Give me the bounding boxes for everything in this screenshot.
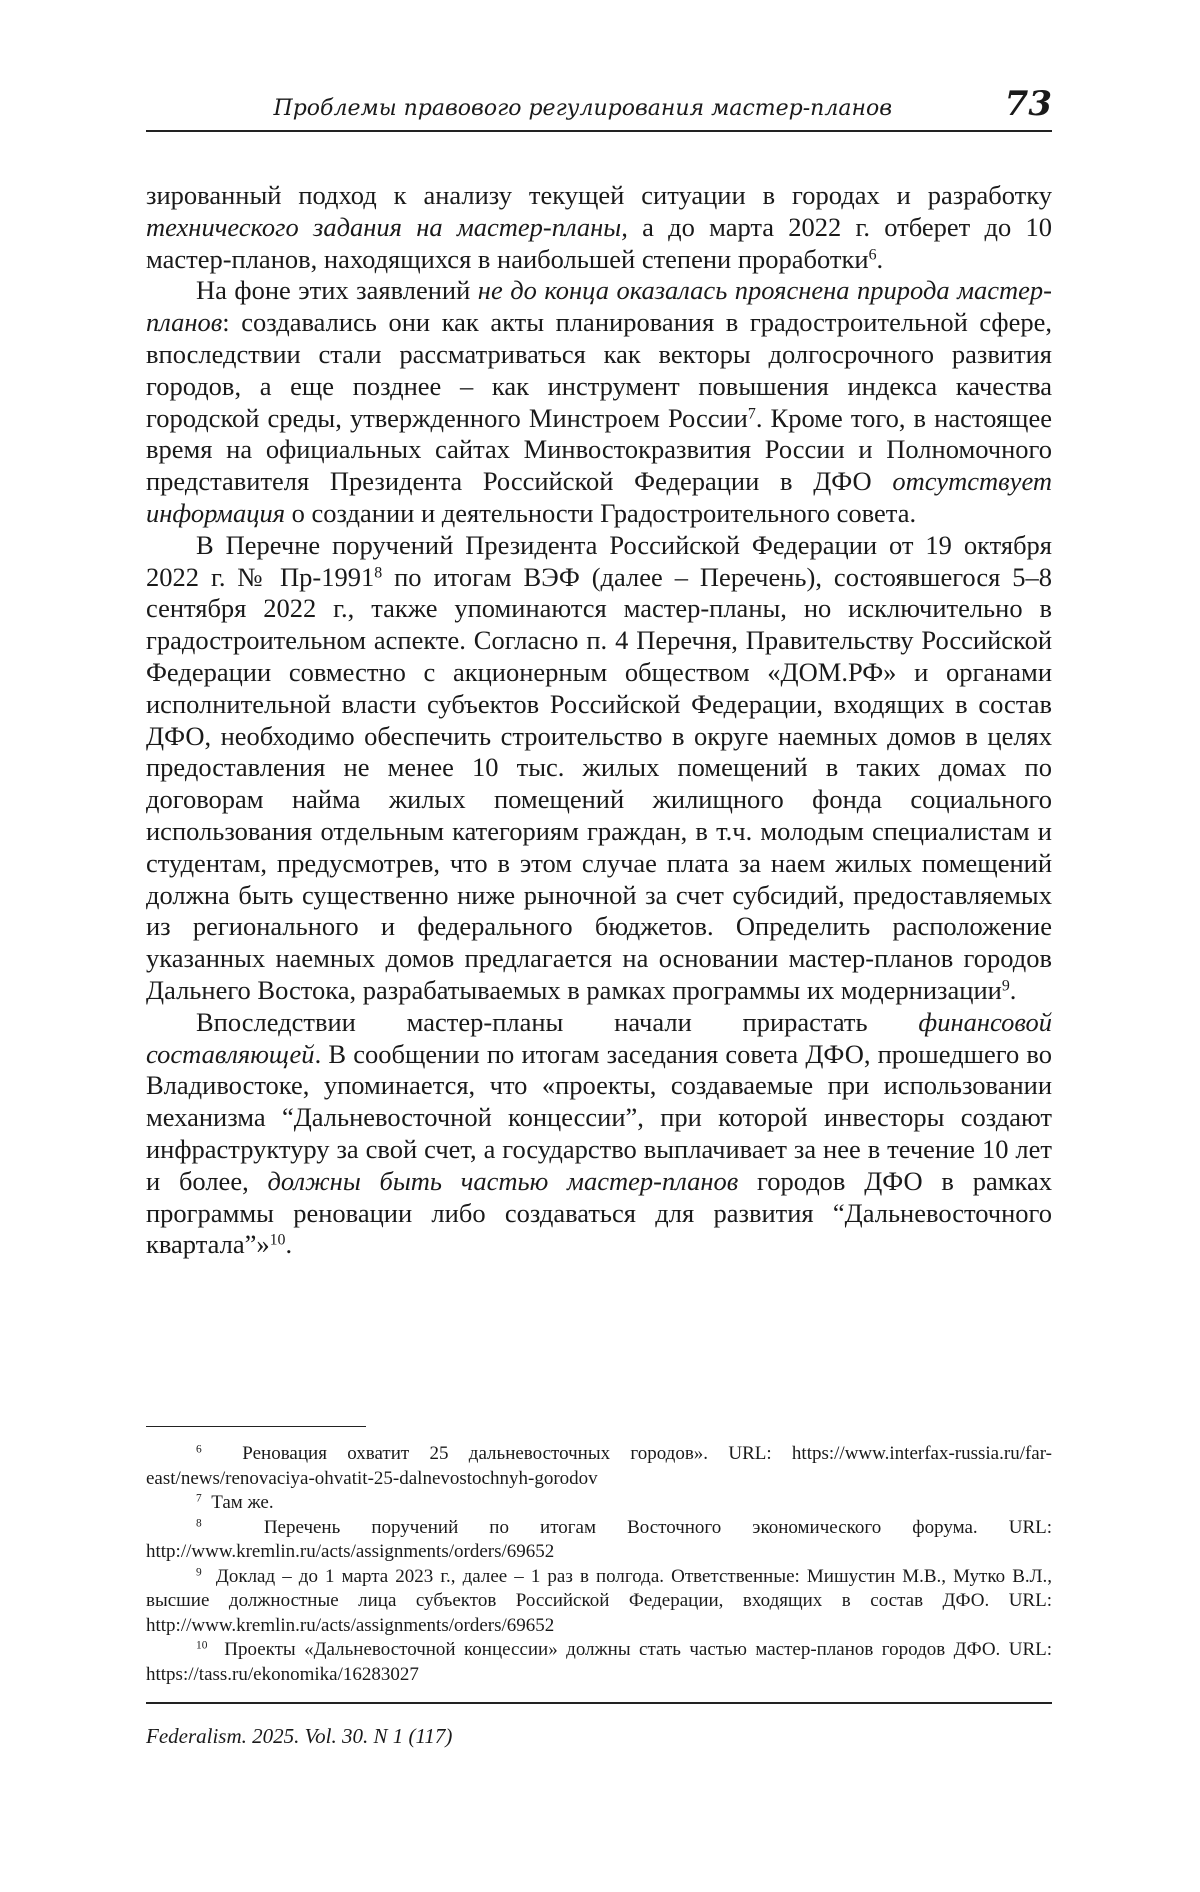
footnote-number: 6	[196, 1443, 202, 1456]
paragraph-2	[146, 275, 1052, 529]
text-run: городов ДФО в рамках программы реновации либо создаваться для развития “Дальневосточного квартала”»	[146, 1165, 1052, 1260]
italic-run: финансовой составляющей	[146, 1006, 1052, 1069]
footnote-ref-6[interactable]: 6	[868, 245, 877, 263]
italic-run: должны быть частью мастер-планов	[267, 1165, 739, 1196]
footnote-ref-8[interactable]: 8	[374, 563, 383, 581]
paragraph-1	[146, 180, 1052, 275]
text-run: : создавались они как акты планирования в градостроительной сфере, впоследствии стали рассматриваться как векторы долгосрочного развития городов, а еще позднее – как инструмент повышения индекса качества городской среды, утвержденного Минстроем России	[146, 307, 1052, 433]
italic-run: технического задания на мастер-планы,	[146, 211, 628, 242]
footnote-7	[146, 1491, 1052, 1516]
running-header	[146, 84, 1052, 132]
footnote-number: 10	[196, 1639, 208, 1652]
running-title: Проблемы правового регулирования мастер-планов	[273, 96, 892, 121]
main-text	[146, 180, 1052, 1261]
text-run: о создании и деятельности Градостроительного совета.	[285, 497, 917, 528]
footnote-text: Там же.	[211, 1492, 274, 1513]
footer-divider	[146, 1702, 1052, 1704]
footnote-text: Реновация охватит 25 дальневосточных городов». URL: https://www.interfax-russia.ru/far-east/news/renovaciya-ohvatit-25-dalnevostochnyh-gorodov	[146, 1443, 1053, 1489]
text-run: . В сообщении по итогам заседания совета ДФО, прошедшего во Владивостоке, упоминается, что «проекты, создаваемые при использовании механизма “Дальневосточной концессии”, при которой инвесторы создают инфраструктуру за свой счет, а государство выплачивает за нее в течение 10 лет и более,	[146, 1038, 1052, 1196]
journal-citation: Federalism. 2025. Vol. 30. N 1 (117)	[146, 1724, 453, 1748]
text-run: . Кроме того, в настоящее время на официальных сайтах Минвостокразвития России и Полномочного представителя Президента Российской Федерации в ДФО	[146, 402, 1052, 497]
text-run: В Перечне поручений Президента Российской Федерации от 19 октября 2022 г. № Пр-1991	[146, 529, 1052, 592]
footnote-6	[146, 1442, 1052, 1491]
text-run: .	[285, 1229, 293, 1260]
text-run: На фоне этих заявлений	[196, 275, 478, 306]
footnote-9	[146, 1565, 1052, 1639]
footnote-text: Проекты «Дальневосточной концессии» должны стать частью мастер-планов городов ДФО. URL: https://tass.ru/ekonomika/16283027	[146, 1639, 1053, 1685]
footnote-divider	[146, 1426, 366, 1427]
text-run: .	[1009, 974, 1017, 1005]
paragraph-4	[146, 1007, 1052, 1261]
text-run: по итогам ВЭФ (далее – Перечень), состоявшегося 5–8 сентября 2022 г., также упоминаются мастер-планы, но исключительно в градостроительном аспекте. Согласно п. 4 Перечня, Правительству Российской Федерации совместно с акционерным обществом «ДОМ.РФ» и органами исполнительной власти субъектов Российской Федерации, входящих в состав ДФО, необходимо обеспечить строительство в округе наемных домов в целях предоставления не менее 10 тыс. жилых помещений в таких домах по договорам найма жилых помещений жилищного фонда социального использования отдельным категориям граждан, в т.ч. молодым специалистам и студентам, предусмотрев, что в этом случае плата за наем жилых помещений должна быть существенно ниже рыночной за счет субсидий, предоставляемых из регионального и федерального бюджетов. Определить расположение указанных наемных домов предлагается на основании мастер-планов городов Дальнего Востока, разрабатываемых в рамках программы их модернизации	[146, 561, 1052, 1005]
text-run: .	[876, 243, 884, 274]
footnotes	[146, 1442, 1052, 1687]
text-run: зированный подход к анализу текущей ситуации в городах и разработку	[146, 180, 1052, 210]
italic-run: не до конца оказалась прояснена природа мастер-планов	[146, 275, 1053, 338]
footnote-text: Доклад – до 1 марта 2023 г., далее – 1 раз в полгода. Ответственные: Мишустин М.В., Мутко В.Л., высшие должностные лица субъектов Российской Федерации, входящих в состав ДФО. URL: http://www.kremlin.ru/acts/assignments/orders/69652	[146, 1565, 1053, 1636]
footnote-ref-9[interactable]: 9	[1001, 977, 1010, 995]
footnote-ref-7[interactable]: 7	[747, 404, 756, 422]
italic-run: отсутствует информация	[146, 466, 1052, 528]
footnote-8	[146, 1516, 1052, 1565]
footnote-text: Перечень поручений по итогам Восточного экономического форума. URL: http://www.kremlin.ru/acts/assignments/orders/69652	[146, 1516, 1052, 1562]
text-run: Впоследствии мастер-планы начали прирастать	[196, 1006, 919, 1037]
paragraph-3	[146, 530, 1052, 1007]
footnote-number: 7	[196, 1492, 202, 1505]
page-number: 73	[1004, 84, 1052, 124]
text-run: а до марта 2022 г. отберет до 10 мастер-планов, находящихся в наибольшей степени проработки	[146, 211, 1052, 274]
footnote-number: 9	[196, 1566, 202, 1579]
footnote-10	[146, 1638, 1052, 1687]
footnote-ref-10[interactable]: 10	[269, 1231, 286, 1249]
footnote-number: 8	[196, 1517, 202, 1530]
page	[146, 0, 1052, 1892]
